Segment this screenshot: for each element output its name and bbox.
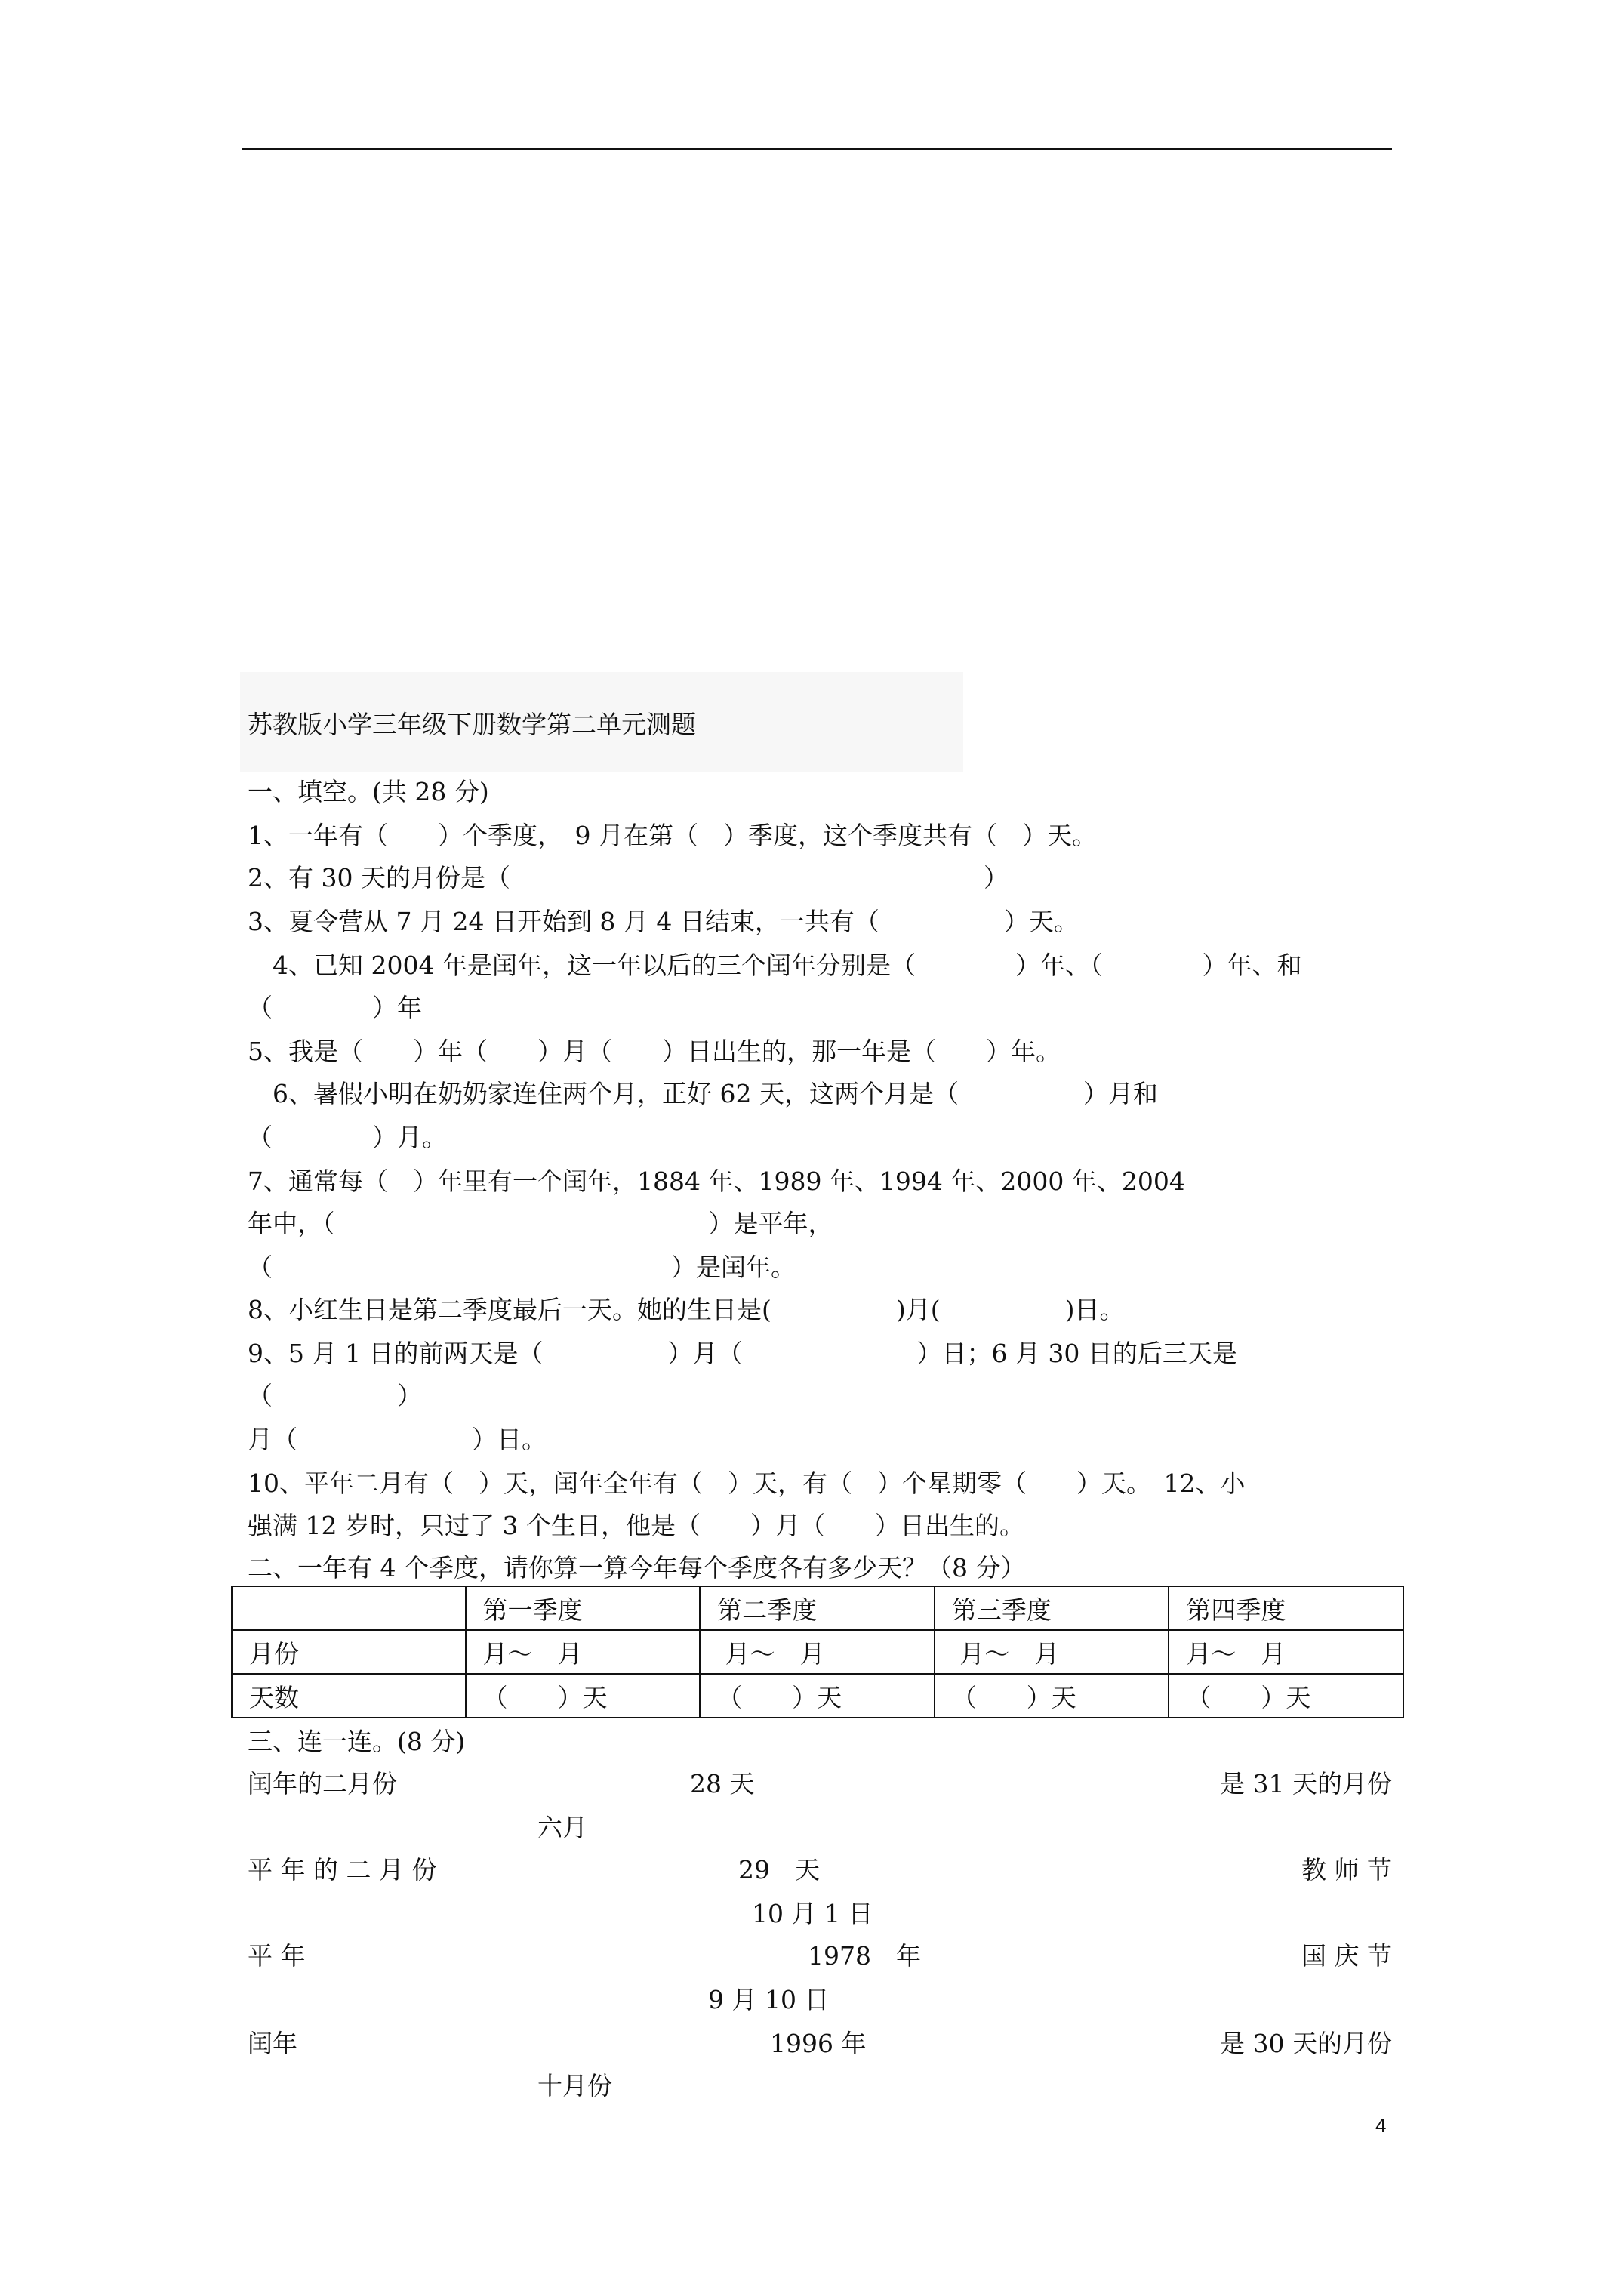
table-header-cell: 第二季度 — [700, 1586, 935, 1630]
match-left-item: 闰年 — [248, 2029, 297, 2058]
table-row — [232, 1674, 1403, 1718]
question-line: 8、小红生日是第二季度最后一天。她的生日是( )月( )日。 — [248, 1295, 1125, 1324]
question-line: 1、一年有（ ）个季度， 9 月在第（ ）季度，这个季度共有（ ）天。 — [248, 821, 1097, 850]
match-extra-item: 10 月 1 日 — [752, 1899, 873, 1928]
match-left-item: 闰年的二月份 — [248, 1769, 397, 1798]
match-right-item: 教 师 节 — [1301, 1855, 1392, 1885]
question-line: 9、5 月 1 日的前两天是（ ）月（ ）日；6 月 30 日的后三天是 — [248, 1339, 1237, 1368]
question-line: 6、暑假小明在奶奶家连住两个月，正好 62 天，这两个月是（ ）月和 — [248, 1079, 1158, 1108]
section3-heading: 三、连一连。(8 分) — [248, 1727, 466, 1756]
section1-heading: 一、填空。(共 28 分) — [248, 777, 489, 806]
header-rule — [242, 148, 1392, 150]
season-table — [231, 1586, 1404, 1718]
question-line: 4、已知 2004 年是闰年，这一年以后的三个闰年分别是（ ）年、（ ）年、和 — [248, 951, 1302, 980]
match-right-item: 国 庆 节 — [1301, 1941, 1392, 1971]
table-row — [232, 1630, 1403, 1674]
table-cell — [232, 1586, 466, 1630]
table-cell: 天数 — [232, 1674, 466, 1718]
table-header-cell: 第三季度 — [935, 1586, 1169, 1630]
question-line: 年中，（ ）是平年， — [248, 1209, 833, 1238]
match-mid-item: 28 天 — [690, 1769, 755, 1798]
match-extra-item: 十月份 — [537, 2071, 612, 2100]
question-line: 5、我是（ ）年（ ）月（ ）日出生的，那一年是（ ）年。 — [248, 1037, 1061, 1066]
match-extra-item: 六月 — [537, 1813, 587, 1842]
question-line: 强满 12 岁时，只过了 3 个生日，他是（ ）月（ ）日出生的。 — [248, 1511, 1024, 1540]
match-mid-item: 29 天 — [738, 1855, 820, 1885]
match-mid-item: 1978 年 — [808, 1941, 921, 1971]
question-line: 月（ ）日。 — [248, 1425, 547, 1454]
question-line: （ ）是闰年。 — [248, 1253, 796, 1282]
match-mid-item: 1996 年 — [770, 2029, 867, 2058]
table-header-cell: 第四季度 — [1169, 1586, 1403, 1630]
table-cell: （ ）天 — [466, 1674, 701, 1718]
table-cell: 月～ 月 — [466, 1630, 701, 1674]
question-line: 3、夏令营从 7 月 24 日开始到 8 月 4 日结束，一共有（ ）天。 — [248, 907, 1079, 936]
table-cell: 月份 — [232, 1630, 466, 1674]
question-line: （ ）月。 — [248, 1123, 447, 1152]
match-left-item: 平 年 的 二 月 份 — [248, 1855, 437, 1885]
table-cell: 月～ 月 — [1169, 1630, 1403, 1674]
page-number: 4 — [1375, 2114, 1387, 2137]
match-extra-item: 9 月 10 日 — [708, 1985, 830, 2014]
table-cell: 月～ 月 — [700, 1630, 935, 1674]
question-line: （ ） — [248, 1381, 422, 1410]
question-line: 7、通常每（ ）年里有一个闰年，1884 年、1989 年、1994 年、2000 年、2004 — [248, 1166, 1185, 1196]
table-cell: （ ）天 — [1169, 1674, 1403, 1718]
table-cell: 月～ 月 — [935, 1630, 1169, 1674]
match-right-item: 是 31 天的月份 — [1220, 1769, 1392, 1798]
question-line: （ ）年 — [248, 993, 422, 1022]
page-title: 苏教版小学三年级下册数学第二单元测题 — [248, 710, 696, 739]
match-right-item: 是 30 天的月份 — [1220, 2029, 1392, 2058]
question-line: 10、平年二月有（ ）天，闰年全年有（ ）天，有（ ）个星期零（ ）天。 12、小 — [248, 1469, 1246, 1498]
table-header-cell: 第一季度 — [466, 1586, 701, 1630]
match-left-item: 平 年 — [248, 1941, 306, 1971]
table-cell: （ ）天 — [935, 1674, 1169, 1718]
table-header-row — [232, 1586, 1403, 1630]
table-cell: （ ）天 — [700, 1674, 935, 1718]
question-line: 2、有 30 天的月份是（ ） — [248, 863, 1009, 892]
section2-heading: 二、一年有 4 个季度，请你算一算今年每个季度各有多少天？（8 分） — [248, 1553, 1026, 1583]
